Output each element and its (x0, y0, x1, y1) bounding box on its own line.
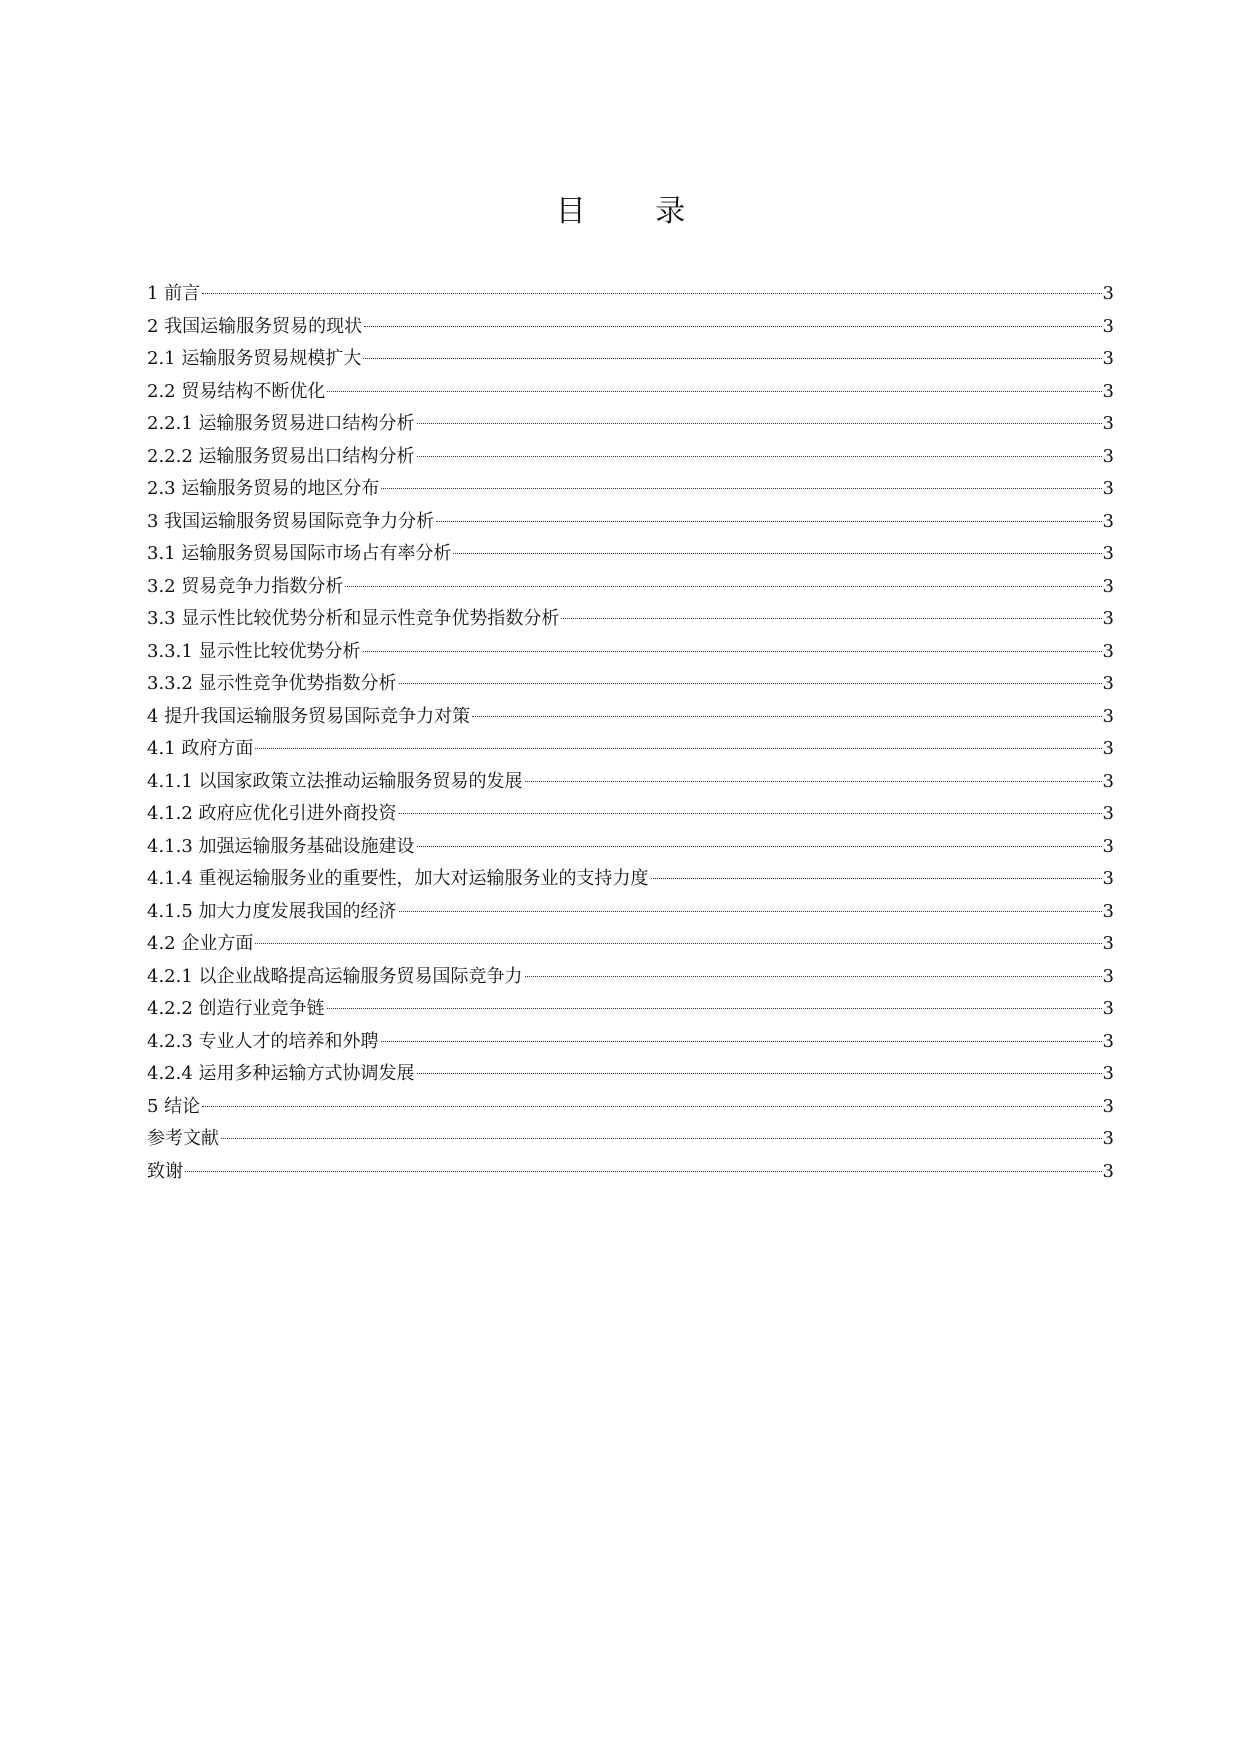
toc-page-number: 3 (1102, 933, 1114, 954)
toc-entry-title: 2.3 运输服务贸易的地区分布 (147, 478, 380, 499)
toc-entry-title: 3.1 运输服务贸易国际市场占有率分析 (147, 543, 452, 564)
toc-dot-leader (651, 878, 1102, 879)
toc-dot-leader (202, 1106, 1101, 1107)
toc-entry[interactable] (147, 506, 1114, 539)
toc-page-number: 3 (1102, 315, 1114, 337)
toc-page-number: 3 (1102, 510, 1114, 532)
toc-page-number: 3 (1102, 705, 1114, 727)
toc-entry[interactable] (147, 408, 1114, 441)
toc-entry[interactable] (147, 831, 1114, 864)
toc-entry[interactable] (147, 1156, 1114, 1189)
toc-entry-title: 2.1 运输服务贸易规模扩大 (147, 348, 362, 369)
toc-dot-leader (185, 1171, 1102, 1172)
toc-page-number: 3 (1102, 673, 1114, 694)
toc-entry[interactable] (147, 441, 1114, 474)
toc-dot-leader (364, 326, 1101, 327)
toc-dot-leader (436, 521, 1101, 522)
toc-entry-title: 致谢 (147, 1160, 183, 1182)
toc-page-number: 3 (1102, 608, 1114, 629)
toc-entry-title: 2.2 贸易结构不断优化 (147, 380, 326, 402)
toc-entry-title: 4.1.3 加强运输服务基础设施建设 (147, 835, 415, 857)
toc-dot-leader (472, 716, 1101, 717)
toc-dot-leader (255, 748, 1101, 749)
toc-entry[interactable] (147, 798, 1114, 831)
toc-page-number: 3 (1102, 868, 1114, 889)
toc-entry-title: 4.1.4 重视运输服务业的重要性，加大对运输服务业的支持力度 (147, 868, 649, 889)
toc-entry[interactable] (147, 538, 1114, 571)
toc-entry[interactable] (147, 571, 1114, 604)
toc-entry[interactable] (147, 343, 1114, 376)
toc-dot-leader (381, 1041, 1102, 1042)
toc-dot-leader (417, 423, 1102, 424)
toc-entry-title: 3 我国运输服务贸易国际竞争力分析 (147, 510, 435, 532)
toc-page-number: 3 (1102, 640, 1114, 662)
toc-entry[interactable] (147, 311, 1114, 344)
toc-dot-leader (363, 651, 1102, 652)
toc-page-number: 3 (1102, 835, 1114, 857)
toc-page-number: 3 (1102, 445, 1114, 467)
toc-dot-leader (561, 618, 1101, 619)
toc-entry-title: 3.3 显示性比较优势分析和显示性竞争优势指数分析 (147, 608, 560, 629)
toc-dot-leader (399, 683, 1102, 684)
toc-entry[interactable] (147, 473, 1114, 506)
toc-dot-leader (255, 943, 1101, 944)
toc-page-number: 3 (1102, 1128, 1114, 1149)
toc-entry[interactable] (147, 701, 1114, 734)
toc-entry[interactable] (147, 1091, 1114, 1124)
toc-dot-leader (345, 586, 1101, 587)
toc-entry-title: 2.2.1 运输服务贸易进口结构分析 (147, 413, 415, 434)
toc-entry-title: 3.3.2 显示性竞争优势指数分析 (147, 673, 397, 694)
toc-page-number: 3 (1102, 283, 1114, 304)
toc-entry[interactable] (147, 863, 1114, 896)
toc-page-number: 3 (1102, 1063, 1114, 1084)
toc-page-number: 3 (1102, 738, 1114, 759)
toc-entry[interactable] (147, 376, 1114, 409)
toc-entry-title: 4.1.1 以国家政策立法推动运输服务贸易的发展 (147, 770, 523, 792)
toc-entry-title: 4.2.1 以企业战略提高运输服务贸易国际竞争力 (147, 965, 523, 987)
toc-entry-title: 4.1.5 加大力度发展我国的经济 (147, 900, 397, 922)
toc-entry-title: 4.1 政府方面 (147, 738, 254, 759)
toc-page-number: 3 (1102, 998, 1114, 1019)
toc-page-number: 3 (1102, 1160, 1114, 1182)
toc-entry[interactable] (147, 993, 1114, 1026)
toc-page-number: 3 (1102, 965, 1114, 987)
toc-entry[interactable] (147, 896, 1114, 929)
toc-entry-title: 5 结论 (147, 1095, 201, 1117)
toc-entry[interactable] (147, 668, 1114, 701)
toc-entry-title: 3.3.1 显示性比较优势分析 (147, 640, 361, 662)
table-of-contents (147, 278, 1114, 1188)
toc-dot-leader (399, 911, 1102, 912)
toc-page-number: 3 (1102, 1095, 1114, 1117)
toc-entry-title: 4.1.2 政府应优化引进外商投资 (147, 803, 397, 824)
toc-entry-title: 2 我国运输服务贸易的现状 (147, 315, 363, 337)
toc-entry-title: 1 前言 (147, 283, 201, 304)
toc-entry[interactable] (147, 733, 1114, 766)
toc-page-number: 3 (1102, 770, 1114, 792)
toc-page-number: 3 (1102, 543, 1114, 564)
toc-dot-leader (525, 976, 1102, 977)
toc-page-number: 3 (1102, 803, 1114, 824)
toc-entry[interactable] (147, 1058, 1114, 1091)
toc-page-number: 3 (1102, 478, 1114, 499)
toc-dot-leader (417, 456, 1102, 457)
toc-page-number: 3 (1102, 413, 1114, 434)
toc-dot-leader (417, 846, 1102, 847)
toc-entry[interactable] (147, 636, 1114, 669)
toc-dot-leader (381, 488, 1101, 489)
toc-dot-leader (399, 813, 1102, 814)
toc-entry[interactable] (147, 766, 1114, 799)
toc-entry-title: 4.2.2 创造行业竞争链 (147, 998, 325, 1019)
toc-entry-title: 参考文献 (147, 1128, 219, 1149)
toc-page-number: 3 (1102, 348, 1114, 369)
toc-entry-title: 4.2.3 专业人才的培养和外聘 (147, 1030, 379, 1052)
toc-dot-leader (363, 358, 1101, 359)
toc-entry[interactable] (147, 603, 1114, 636)
toc-page-number: 3 (1102, 900, 1114, 922)
toc-dot-leader (221, 1138, 1102, 1139)
toc-entry[interactable] (147, 928, 1114, 961)
toc-dot-leader (453, 553, 1101, 554)
toc-page-number: 3 (1102, 1030, 1114, 1052)
toc-entry[interactable] (147, 1123, 1114, 1156)
toc-dot-leader (525, 781, 1102, 782)
toc-entry-title: 4.2 企业方面 (147, 933, 254, 954)
toc-dot-leader (327, 391, 1101, 392)
toc-entry-title: 4 提升我国运输服务贸易国际竞争力对策 (147, 705, 471, 727)
toc-dot-leader (327, 1008, 1102, 1009)
toc-dot-leader (417, 1073, 1102, 1074)
toc-dot-leader (202, 293, 1101, 294)
toc-entry[interactable] (147, 1026, 1114, 1059)
toc-entry[interactable] (147, 961, 1114, 994)
toc-entry-title: 2.2.2 运输服务贸易出口结构分析 (147, 445, 415, 467)
toc-page-number: 3 (1102, 380, 1114, 402)
toc-entry-title: 3.2 贸易竞争力指数分析 (147, 575, 344, 597)
toc-page-number: 3 (1102, 575, 1114, 597)
toc-entry[interactable] (147, 278, 1114, 311)
page-title: 目 录 (555, 194, 716, 229)
toc-entry-title: 4.2.4 运用多种运输方式协调发展 (147, 1063, 415, 1084)
